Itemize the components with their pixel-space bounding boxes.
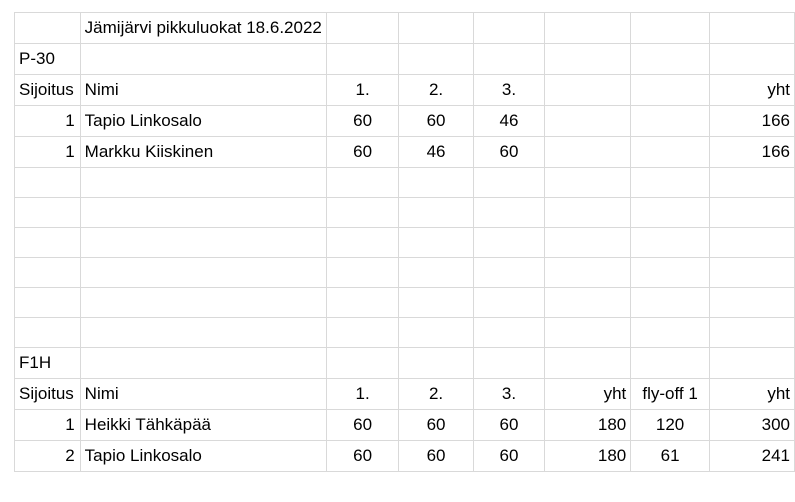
header-total[interactable]: yht [709,75,794,106]
cell[interactable] [631,75,710,106]
cell[interactable] [399,288,473,318]
cell[interactable] [80,288,326,318]
empty-row [15,198,795,228]
cell[interactable] [545,106,631,137]
round-1-cell[interactable]: 60 [326,441,399,472]
header-round-1[interactable]: 1. [326,75,399,106]
cell[interactable] [15,168,81,198]
header-row [15,379,795,410]
header-row [15,75,795,106]
cell[interactable] [80,198,326,228]
name-cell[interactable]: Markku Kiiskinen [80,137,326,168]
class-name[interactable]: P-30 [15,44,81,75]
cell[interactable] [473,348,545,379]
cell[interactable] [473,258,545,288]
cell[interactable] [399,228,473,258]
name-cell[interactable]: Tapio Linkosalo [80,441,326,472]
rank-cell[interactable]: 1 [15,137,81,168]
title-row [15,13,795,44]
cell[interactable] [473,44,545,75]
cell[interactable] [399,198,473,228]
header-name[interactable]: Nimi [80,75,326,106]
table-row [15,410,795,441]
cell[interactable] [473,198,545,228]
cell[interactable] [15,258,81,288]
cell[interactable] [709,198,794,228]
table-row [15,106,795,137]
round-1-cell[interactable]: 60 [326,137,399,168]
results-spreadsheet [14,12,795,472]
cell[interactable] [326,318,399,348]
round-2-cell[interactable]: 60 [399,441,473,472]
class-name[interactable]: F1H [15,348,81,379]
cell[interactable] [545,13,631,44]
rank-cell[interactable]: 1 [15,106,81,137]
cell[interactable] [80,228,326,258]
empty-row [15,288,795,318]
cell[interactable] [326,168,399,198]
cell[interactable] [631,288,710,318]
cell[interactable] [399,258,473,288]
cell[interactable] [709,318,794,348]
cell[interactable] [473,228,545,258]
cell[interactable] [545,318,631,348]
cell[interactable] [709,44,794,75]
cell[interactable] [545,75,631,106]
total-cell[interactable]: 166 [709,137,794,168]
cell[interactable] [545,137,631,168]
total-cell[interactable]: 300 [709,410,794,441]
cell[interactable] [326,44,399,75]
header-name[interactable]: Nimi [80,379,326,410]
cell[interactable] [631,318,710,348]
cell[interactable] [631,348,710,379]
header-round-3[interactable]: 3. [473,75,545,106]
cell[interactable] [631,198,710,228]
subtotal-cell[interactable]: 180 [545,441,631,472]
rank-cell[interactable]: 1 [15,410,81,441]
cell[interactable] [545,258,631,288]
class-row [15,44,795,75]
empty-row [15,318,795,348]
cell[interactable] [80,168,326,198]
cell[interactable] [326,258,399,288]
empty-row [15,168,795,198]
cell[interactable] [545,288,631,318]
cell[interactable] [631,44,710,75]
cell[interactable] [80,348,326,379]
cell[interactable] [631,258,710,288]
cell[interactable] [709,288,794,318]
cell[interactable] [326,13,399,44]
cell[interactable] [326,348,399,379]
total-cell[interactable]: 241 [709,441,794,472]
round-3-cell[interactable]: 60 [473,137,545,168]
cell[interactable] [15,228,81,258]
round-2-cell[interactable]: 60 [399,410,473,441]
cell[interactable] [709,258,794,288]
cell[interactable] [709,348,794,379]
cell[interactable] [326,198,399,228]
cell[interactable] [709,228,794,258]
header-rank[interactable]: Sijoitus [15,75,81,106]
cell[interactable] [709,168,794,198]
header-flyoff[interactable]: fly-off 1 [631,379,710,410]
cell[interactable] [631,168,710,198]
table-row [15,441,795,472]
round-1-cell[interactable]: 60 [326,106,399,137]
round-3-cell[interactable]: 60 [473,410,545,441]
cell[interactable] [399,348,473,379]
empty-row [15,228,795,258]
cell[interactable] [399,13,473,44]
header-subtotal[interactable]: yht [545,379,631,410]
cell[interactable] [15,318,81,348]
cell[interactable] [80,318,326,348]
round-2-cell[interactable]: 60 [399,106,473,137]
cell[interactable] [399,44,473,75]
total-cell[interactable]: 166 [709,106,794,137]
name-cell[interactable]: Tapio Linkosalo [80,106,326,137]
cell[interactable] [80,44,326,75]
name-cell[interactable]: Heikki Tähkäpää [80,410,326,441]
cell[interactable] [15,288,81,318]
cell[interactable] [473,168,545,198]
empty-row [15,258,795,288]
round-3-cell[interactable]: 46 [473,106,545,137]
cell[interactable] [545,168,631,198]
header-round-3[interactable]: 3. [473,379,545,410]
cell[interactable] [709,13,794,44]
cell[interactable] [631,13,710,44]
subtotal-cell[interactable]: 180 [545,410,631,441]
cell[interactable] [80,258,326,288]
cell[interactable] [473,13,545,44]
cell[interactable] [326,228,399,258]
cell[interactable] [631,106,710,137]
cell[interactable] [545,198,631,228]
sheet-title[interactable]: Jämijärvi pikkuluokat 18.6.2022 [80,13,326,44]
round-1-cell[interactable]: 60 [326,410,399,441]
cell[interactable] [326,288,399,318]
round-2-cell[interactable]: 46 [399,137,473,168]
header-round-2[interactable]: 2. [399,379,473,410]
flyoff-cell[interactable]: 120 [631,410,710,441]
cell[interactable] [15,13,81,44]
cell[interactable] [399,168,473,198]
flyoff-cell[interactable]: 61 [631,441,710,472]
cell[interactable] [15,198,81,228]
cell[interactable] [631,137,710,168]
header-rank[interactable]: Sijoitus [15,379,81,410]
cell[interactable] [399,318,473,348]
cell[interactable] [631,228,710,258]
header-round-2[interactable]: 2. [399,75,473,106]
table-row [15,137,795,168]
rank-cell[interactable]: 2 [15,441,81,472]
header-round-1[interactable]: 1. [326,379,399,410]
round-3-cell[interactable]: 60 [473,441,545,472]
header-total[interactable]: yht [709,379,794,410]
class-row [15,348,795,379]
cell[interactable] [473,288,545,318]
cell[interactable] [545,348,631,379]
cell[interactable] [545,44,631,75]
cell[interactable] [545,228,631,258]
cell[interactable] [473,318,545,348]
